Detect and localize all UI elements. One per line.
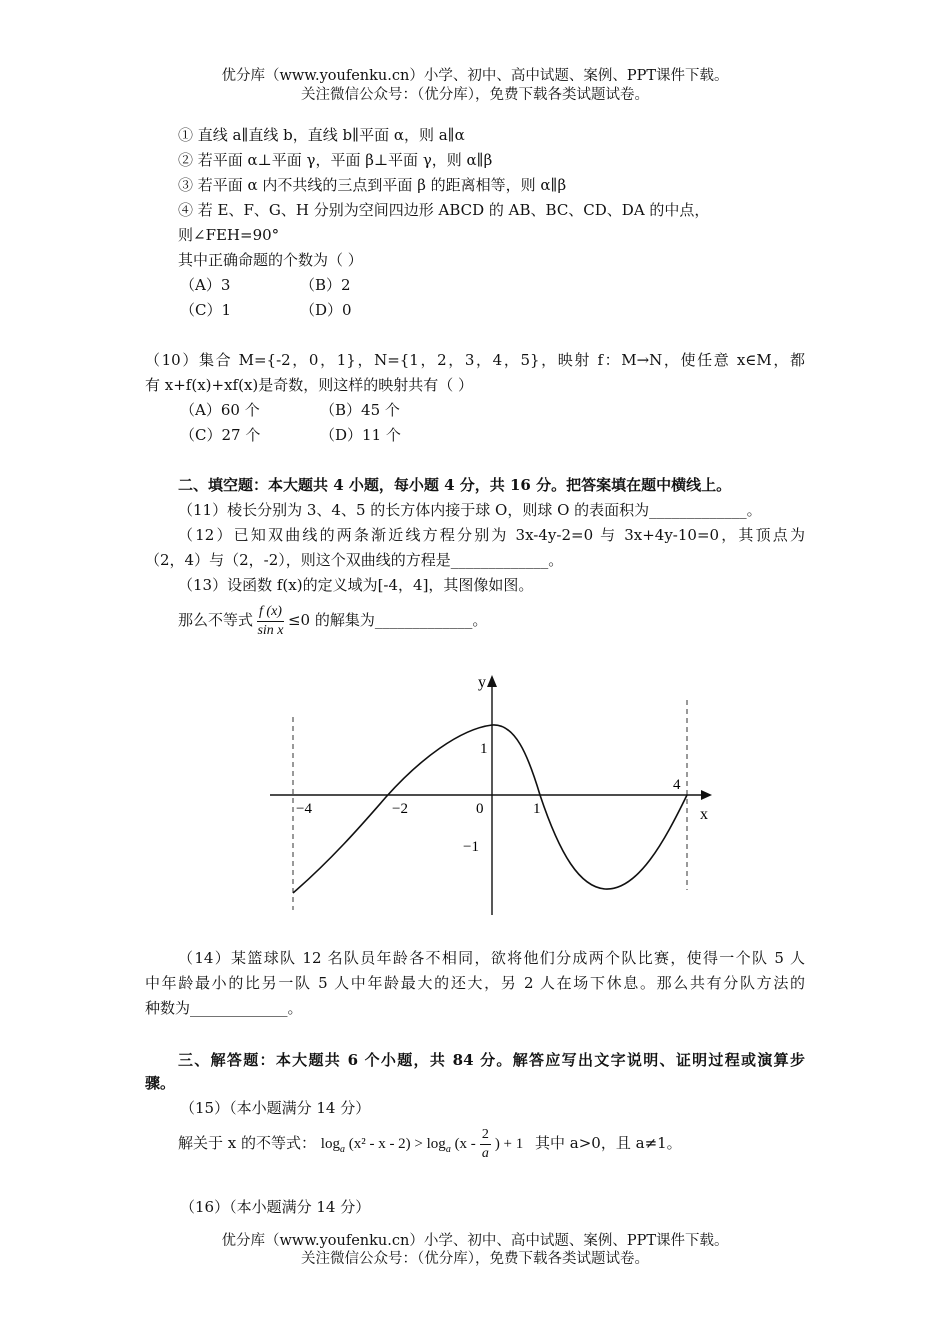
q9-statement-4-cont: 则∠FEH=90°: [178, 226, 280, 244]
q9-statement-3: ③ 若平面 α 内不共线的三点到平面 β 的距离相等，则 α∥β: [178, 176, 567, 194]
q15-heading: （15）（本小题满分 14 分）: [180, 1099, 371, 1117]
q13-post: ≤0 的解集为_____________。: [287, 611, 488, 629]
q15-fraction-numerator: 2: [480, 1126, 491, 1145]
q15-base-1: a: [339, 1144, 345, 1155]
q11-text: （11）棱长分别为 3、4、5 的长方体内接于球 O，则球 O 的表面积为_____________。: [178, 501, 762, 519]
q10-option-a: （A）60 个: [180, 401, 260, 419]
section-2-title: 二、填空题：本大题共 4 小题，每小题 4 分，共 16 分。把答案填在题中横线上。: [178, 476, 732, 494]
q15-condition: 其中 a>0，且 a≠1。: [535, 1134, 682, 1152]
q9-question: 其中正确命题的个数为（ ）: [178, 251, 363, 269]
q13-fraction-numerator: f (x): [257, 603, 284, 622]
q10-option-b: （B）45 个: [320, 401, 400, 419]
header-line-2: 关注微信公众号：（优分库），免费下载各类试题试卷。: [301, 87, 649, 103]
tick-label-x-4: 4: [673, 777, 681, 793]
q15-pre: 解关于 x 的不等式：: [178, 1134, 316, 1152]
x-axis-arrow: [701, 790, 712, 800]
tick-label-x-1: 1: [533, 801, 541, 817]
q10-option-c: （C）27 个: [180, 426, 261, 444]
tick-label-origin: 0: [476, 801, 484, 817]
q15-fraction-denominator: a: [481, 1146, 489, 1162]
function-curve: [293, 725, 687, 893]
q9-statement-1: ① 直线 a∥直线 b，直线 b∥平面 α，则 a∥α: [178, 126, 465, 144]
q14-line-2: 中年龄最小的比另一队 5 人中年龄最大的还大，另 2 人在场下休息。那么共有分队方法的: [145, 974, 805, 992]
y-axis-arrow: [487, 675, 497, 687]
tick-label-y-1: 1: [480, 741, 488, 757]
q15-problem: [178, 1124, 682, 1169]
q13-pre: 那么不等式: [178, 611, 254, 629]
q12-line-1: （12）已知双曲线的两条渐近线方程分别为 3x-4y-2=0 与 3x+4y-10=0，其顶点为: [178, 526, 805, 544]
q12-line-2: （2，4）与（2，-2），则这个双曲线的方程是_____________。: [145, 551, 564, 569]
q15-base-2: a: [445, 1144, 451, 1155]
q15-fraction: [480, 1126, 491, 1163]
y-axis-label: y: [478, 674, 486, 691]
q15-arg-1: (x² - x - 2) > log: [348, 1136, 446, 1152]
q10-line-2: 有 x+f(x)+xf(x)是奇数，则这样的映射共有（ ）: [145, 376, 474, 394]
q13-fraction-denominator: sin x: [257, 622, 284, 638]
q9-option-c: （C）1: [180, 301, 232, 319]
tick-label-y-neg1: −1: [463, 839, 479, 855]
q10-option-d: （D）11 个: [320, 426, 401, 444]
q13-line-1: （13）设函数 f(x)的定义域为[-4，4]，其图像如图。: [178, 576, 534, 594]
q15-arg-2: (x -: [454, 1136, 476, 1152]
x-axis-label: x: [700, 806, 708, 823]
q9-statement-2: ② 若平面 α⊥平面 γ，平面 β⊥平面 γ，则 α∥β: [178, 151, 493, 169]
q9-option-b: （B）2: [300, 276, 351, 294]
q15-formula: [320, 1127, 527, 1162]
header-line-1: 优分库（www.youfenku.cn）小学、初中、高中试题、案例、PPT课件下载。: [221, 68, 729, 84]
section-3-title-cont: 骤。: [145, 1074, 176, 1092]
footer-line-1: 优分库（www.youfenku.cn）小学、初中、高中试题、案例、PPT课件下载。: [221, 1233, 729, 1249]
q16-heading: （16）（本小题满分 14 分）: [180, 1198, 371, 1216]
section-3-title: 三、解答题：本大题共 6 个小题，共 84 分。解答应写出文字说明、证明过程或演算步: [178, 1051, 805, 1069]
q9-statement-4: ④ 若 E、F、G、H 分别为空间四边形 ABCD 的 AB、BC、CD、DA 的中点，: [178, 201, 710, 219]
footer-line-2: 关注微信公众号：（优分库），免费下载各类试题试卷。: [301, 1251, 649, 1267]
q14-line-1: （14）某篮球队 12 名队员年龄各不相同，欲将他们分成两个队比赛，使得一个队 5 人: [178, 949, 805, 967]
tick-label-neg2: −2: [392, 801, 408, 817]
q14-line-3: 种数为_____________。: [145, 999, 303, 1017]
function-graph: [260, 665, 720, 925]
q13-fraction: [257, 603, 284, 640]
q9-option-a: （A）3: [180, 276, 231, 294]
q15-tail: ) + 1: [494, 1136, 524, 1152]
q13-inequality: [178, 602, 487, 640]
q15-log-1: log: [320, 1136, 340, 1152]
q9-option-d: （D）0: [300, 301, 352, 319]
tick-label-neg4: −4: [296, 801, 312, 817]
q10-line-1: （10）集合 M={-2，0，1}，N={1，2，3，4，5}，映射 f：M→N，使任意 x∈M，都: [145, 351, 805, 369]
